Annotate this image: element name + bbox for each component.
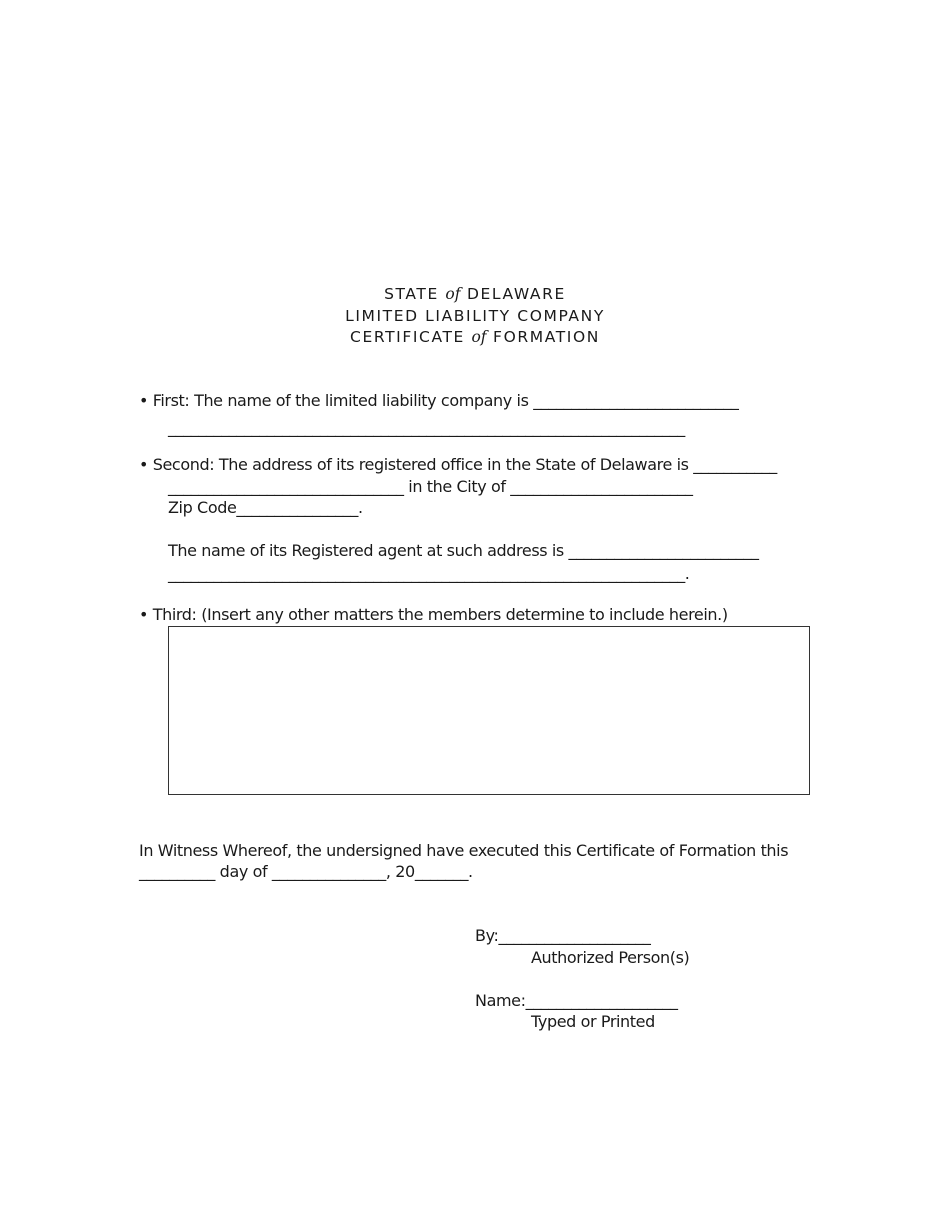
first-company-name-continuation: ____________________________________________________________________ (168, 418, 685, 437)
signature-by-line: By:____________________ (475, 926, 651, 945)
third-other-matters-label: • Third: (Insert any other matters the members determine to include herein.) (139, 605, 728, 624)
signature-typed-caption: Typed or Printed (531, 1012, 655, 1031)
second-zip-code-line: Zip Code________________. (168, 498, 363, 517)
second-city-line: _______________________________ in the City of ________________________ (168, 477, 693, 496)
registered-agent-line: The name of its Registered agent at such address is _________________________ (168, 541, 759, 560)
title-line-certificate: CERTIFICATE of FORMATION (350, 328, 600, 346)
witness-statement: In Witness Whereof, the undersigned have executed this Certificate of Formation this (139, 841, 789, 860)
signature-authorized-caption: Authorized Person(s) (531, 948, 690, 967)
title-line-llc: LIMITED LIABILITY COMPANY (345, 307, 605, 325)
title-line-state: STATE of DELAWARE (384, 285, 566, 303)
second-registered-office-line: • Second: The address of its registered office in the State of Delaware is ___________ (139, 455, 777, 474)
witness-date-line: __________ day of _______________, 20_______. (139, 862, 473, 881)
first-company-name-line: • First: The name of the limited liability company is ___________________________ (139, 391, 739, 410)
registered-agent-continuation: ____________________________________________________________________. (168, 564, 690, 583)
signature-name-line: Name:____________________ (475, 991, 678, 1010)
other-matters-box[interactable] (168, 626, 810, 795)
